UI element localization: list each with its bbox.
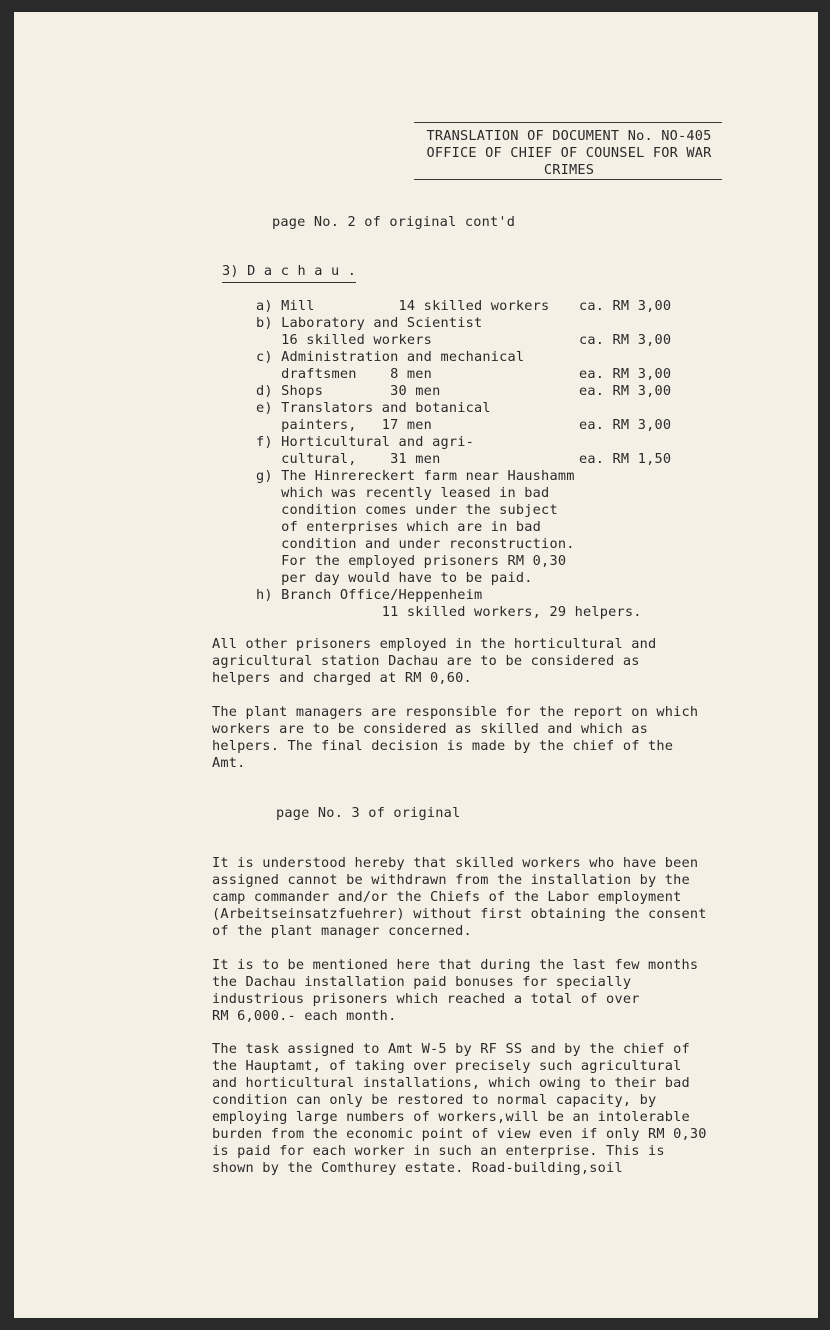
text-line: RM 6,000.- each month. <box>212 1008 397 1024</box>
list-item-rate: ca. RM 3,00 <box>579 332 672 348</box>
text-line: of the plant manager concerned. <box>212 923 472 939</box>
document-header <box>414 128 724 179</box>
text-line: The plant managers are responsible for the report on which <box>212 704 699 720</box>
text-line: Amt. <box>212 755 246 771</box>
list-item: painters, 17 men <box>256 417 433 433</box>
header-line-1: TRANSLATION OF DOCUMENT No. NO-405 <box>426 128 712 144</box>
text-line: assigned cannot be withdrawn from the installation by the <box>212 872 690 888</box>
list-item: b) Laboratory and Scientist <box>256 315 483 331</box>
text-line: employing large numbers of workers,will be an intolerable <box>212 1109 690 1125</box>
list-item: a) Mill 14 skilled workers <box>256 298 550 314</box>
page-note-3: page No. 3 of original <box>276 805 461 821</box>
list-item: of enterprises which are in bad <box>256 519 542 535</box>
text-line: and horticultural installations, which owing to their bad <box>212 1075 690 1091</box>
list-item: For the employed prisoners RM 0,30 <box>256 553 567 569</box>
text-line: It is to be mentioned here that during the last few months <box>212 957 699 973</box>
text-line: burden from the economic point of view even if only RM 0,30 <box>212 1126 707 1142</box>
header-line-2: OFFICE OF CHIEF OF COUNSEL FOR WAR <box>426 145 712 161</box>
text-line: All other prisoners employed in the horticultural and <box>212 636 657 652</box>
list-item: per day would have to be paid. <box>256 570 533 586</box>
list-item-rate: ea. RM 3,00 <box>579 366 672 382</box>
list-item: condition and under reconstruction. <box>256 536 575 552</box>
header-rule-top <box>414 122 722 123</box>
page-note-2: page No. 2 of original cont'd <box>272 214 516 230</box>
list-item: which was recently leased in bad <box>256 485 550 501</box>
list-item: 11 skilled workers, 29 helpers. <box>256 604 642 620</box>
list-item: condition comes under the subject <box>256 502 558 518</box>
list-item-rate: ea. RM 1,50 <box>579 451 672 467</box>
text-line: industrious prisoners which reached a total of over <box>212 991 640 1007</box>
section-title: 3) D a c h a u . <box>222 263 356 283</box>
header-rule-bottom <box>414 179 722 180</box>
text-line: camp commander and/or the Chiefs of the Labor employment <box>212 889 682 905</box>
list-item-rate: ea. RM 3,00 <box>579 383 672 399</box>
list-item: draftsmen 8 men <box>256 366 433 382</box>
text-line: is paid for each worker in such an enterprise. This is <box>212 1143 665 1159</box>
text-line: agricultural station Dachau are to be considered as <box>212 653 640 669</box>
text-line: (Arbeitseinsatzfuehrer) without first obtaining the consent <box>212 906 707 922</box>
list-item: f) Horticultural and agri- <box>256 434 474 450</box>
text-line: The task assigned to Amt W-5 by RF SS and by the chief of <box>212 1041 690 1057</box>
text-line: helpers. The final decision is made by the chief of the <box>212 738 674 754</box>
document-page <box>14 12 818 1318</box>
text-line: the Dachau installation paid bonuses for specially <box>212 974 632 990</box>
text-line: helpers and charged at RM 0,60. <box>212 670 472 686</box>
list-item: e) Translators and botanical <box>256 400 491 416</box>
header-line-3: CRIMES <box>543 162 595 178</box>
list-item: h) Branch Office/Heppenheim <box>256 587 483 603</box>
text-line: workers are to be considered as skilled and which as <box>212 721 648 737</box>
list-item: c) Administration and mechanical <box>256 349 525 365</box>
list-item: cultural, 31 men <box>256 451 441 467</box>
list-item: d) Shops 30 men <box>256 383 441 399</box>
list-item: g) The Hinrereckert farm near Haushamm <box>256 468 575 484</box>
text-line: shown by the Comthurey estate. Road-building,soil <box>212 1160 623 1176</box>
text-line: It is understood hereby that skilled workers who have been <box>212 855 699 871</box>
text-line: condition can only be restored to normal capacity, by <box>212 1092 657 1108</box>
list-item-rate: ca. RM 3,00 <box>579 298 672 314</box>
list-item: 16 skilled workers <box>256 332 433 348</box>
list-item-rate: ea. RM 3,00 <box>579 417 672 433</box>
text-line: the Hauptamt, of taking over precisely such agricultural <box>212 1058 682 1074</box>
